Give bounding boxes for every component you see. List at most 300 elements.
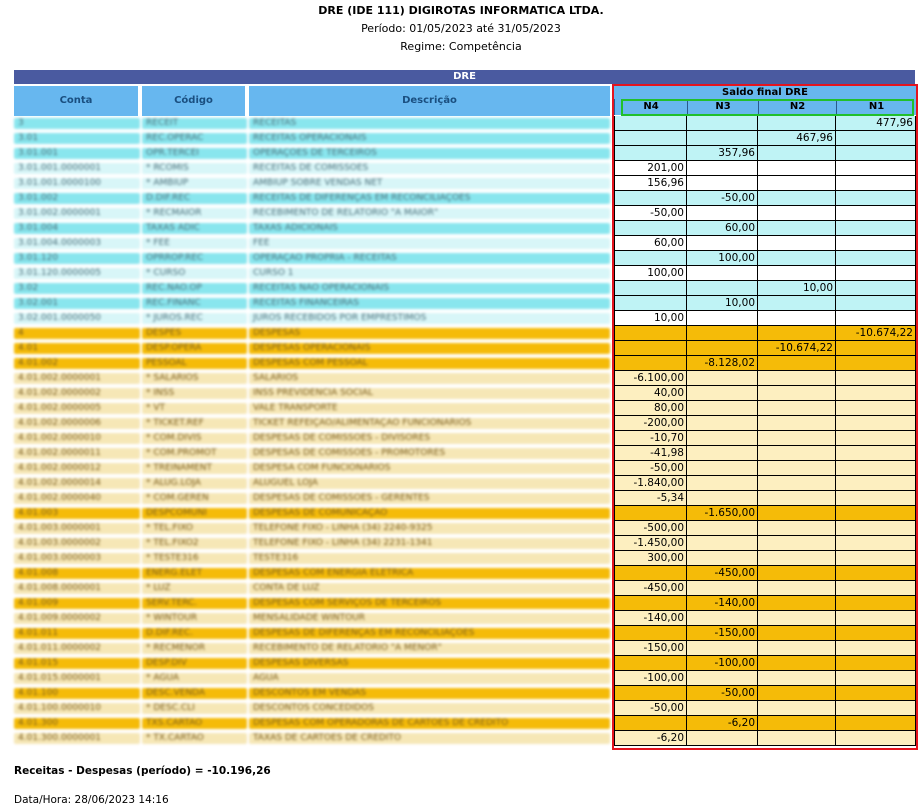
saldo-n1-cell: [836, 566, 916, 581]
saldo-row: [614, 116, 916, 131]
saldo-n4-cell: -1.450,00: [614, 536, 687, 551]
level-header-n3: N3: [687, 99, 758, 115]
saldo-n2-cell: [758, 371, 836, 386]
saldo-n1-cell: [836, 281, 916, 296]
saldo-n4-cell: -6,20: [614, 731, 687, 746]
saldo-row: [614, 386, 916, 401]
saldo-n3-cell: [687, 641, 758, 656]
conta-cell: 4.01.003.0000003: [14, 553, 140, 564]
descricao-cell: DESPESAS OPERACIONAIS: [249, 343, 610, 354]
descricao-cell: INSS PREVIDÊNCIA SOCIAL: [249, 388, 610, 399]
level-header-n2: N2: [758, 99, 836, 115]
descricao-cell: SALÁRIOS: [249, 373, 610, 384]
saldo-row: [614, 236, 916, 251]
codigo-cell: * LUZ: [142, 583, 247, 594]
table-row: [14, 731, 610, 746]
table-row: [14, 716, 610, 731]
descricao-cell: CURSO 1: [249, 268, 610, 279]
saldo-n4-cell: -100,00: [614, 671, 687, 686]
saldo-n2-cell: [758, 551, 836, 566]
codigo-cell: * DESC.CLI: [142, 703, 247, 714]
descricao-cell: DESPESAS DE COMUNICAÇÃO: [249, 508, 610, 519]
saldo-n4-cell: -6.100,00: [614, 371, 687, 386]
saldo-n2-cell: [758, 581, 836, 596]
descricao-cell: TELEFONE FIXO - LINHA (34) 2231-1341: [249, 538, 610, 549]
codigo-cell: D.DIF.REC: [142, 193, 247, 204]
codigo-cell: TAXAS ADIC: [142, 223, 247, 234]
saldo-row: [614, 371, 916, 386]
saldo-n3-cell: [687, 731, 758, 746]
descricao-cell: DESPESAS DIVERSAS: [249, 658, 610, 669]
descricao-cell: RECEBIMENTO DE RELATÓRIO "A MAIOR": [249, 208, 610, 219]
saldo-n1-cell: [836, 431, 916, 446]
table-row: [14, 431, 610, 446]
conta-cell: 4.01.003.0000001: [14, 523, 140, 534]
saldo-n3-cell: [687, 401, 758, 416]
saldo-n2-cell: 10,00: [758, 281, 836, 296]
saldo-n1-cell: [836, 731, 916, 746]
saldo-row: [614, 311, 916, 326]
saldo-n3-cell: [687, 386, 758, 401]
conta-cell: 3.01.004.0000003: [14, 238, 140, 249]
saldo-n2-cell: [758, 536, 836, 551]
descricao-cell: DESPESA COM FUNCIONÁRIOS: [249, 463, 610, 474]
saldo-n2-cell: [758, 191, 836, 206]
saldo-n3-cell: [687, 431, 758, 446]
codigo-cell: REC.OPERAC: [142, 133, 247, 144]
saldo-n3-cell: -50,00: [687, 191, 758, 206]
saldo-n1-cell: [836, 386, 916, 401]
saldo-row: [614, 176, 916, 191]
conta-cell: 4.01.100.0000010: [14, 703, 140, 714]
codigo-cell: D.DIF.REC.: [142, 628, 247, 639]
conta-cell: 4.01.002.0000005: [14, 403, 140, 414]
saldo-n4-cell: 156,96: [614, 176, 687, 191]
saldo-n3-cell: [687, 671, 758, 686]
saldo-n3-cell: [687, 236, 758, 251]
table-row: [14, 191, 610, 206]
table-row: [14, 416, 610, 431]
conta-cell: 4.01.002.0000010: [14, 433, 140, 444]
saldo-n1-cell: [836, 311, 916, 326]
saldo-n2-cell: [758, 671, 836, 686]
table-row: [14, 626, 610, 641]
saldo-n3-cell: [687, 116, 758, 131]
table-row: [14, 296, 610, 311]
saldo-row: [614, 446, 916, 461]
descricao-cell: TAXAS DE CARTÕES DE CRÉDITO: [249, 733, 610, 744]
saldo-n4-cell: [614, 566, 687, 581]
saldo-n2-cell: [758, 146, 836, 161]
saldo-row: [614, 566, 916, 581]
saldo-n2-cell: [758, 221, 836, 236]
conta-cell: 4.01.300.0000001: [14, 733, 140, 744]
codigo-cell: SERV.TERC.: [142, 598, 247, 609]
saldo-n1-cell: [836, 491, 916, 506]
descricao-cell: RECEITAS DE COMISSÕES: [249, 163, 610, 174]
descricao-cell: DESPESAS DE COMISSÕES - PROMOTORES: [249, 448, 610, 459]
saldo-n2-cell: [758, 716, 836, 731]
saldo-n2-cell: [758, 476, 836, 491]
descricao-cell: AMBIUP SOBRE VENDAS NET: [249, 178, 610, 189]
saldo-n1-cell: [836, 716, 916, 731]
conta-cell: 3.01.002: [14, 193, 140, 204]
saldo-n1-cell: [836, 266, 916, 281]
saldo-n2-cell: [758, 686, 836, 701]
saldo-row: [614, 551, 916, 566]
conta-cell: 4.01.011: [14, 628, 140, 639]
saldo-n4-cell: -5,34: [614, 491, 687, 506]
table-row: [14, 446, 610, 461]
saldo-n1-cell: [836, 131, 916, 146]
descricao-cell: TESTE316: [249, 553, 610, 564]
conta-cell: 4.01.300: [14, 718, 140, 729]
saldo-n2-cell: [758, 266, 836, 281]
saldo-row: [614, 671, 916, 686]
table-row: [14, 386, 610, 401]
saldo-row: [614, 596, 916, 611]
saldo-n3-cell: 100,00: [687, 251, 758, 266]
conta-cell: 4.01.009: [14, 598, 140, 609]
descricao-cell: TICKET REFEIÇÃO/ALIMENTAÇÃO FUNCIONÁRIOS: [249, 418, 610, 429]
descricao-cell: DESCONTOS CONCEDIDOS: [249, 703, 610, 714]
table-row: [14, 521, 610, 536]
conta-cell: 4.01.003: [14, 508, 140, 519]
saldo-n3-cell: [687, 161, 758, 176]
saldo-n3-cell: -100,00: [687, 656, 758, 671]
saldo-row: [614, 701, 916, 716]
saldo-row: [614, 536, 916, 551]
saldo-n2-cell: [758, 386, 836, 401]
report-datetime: Data/Hora: 28/06/2023 14:16: [14, 794, 169, 806]
saldo-n3-cell: [687, 131, 758, 146]
saldo-n2-cell: [758, 596, 836, 611]
descricao-cell: TAXAS ADICIONAIS: [249, 223, 610, 234]
conta-cell: 4.01.002.0000001: [14, 373, 140, 384]
saldo-n2-cell: [758, 431, 836, 446]
saldo-n1-cell: [836, 236, 916, 251]
conta-cell: 4.01: [14, 343, 140, 354]
descricao-cell: CONTA DE LUZ: [249, 583, 610, 594]
report-period: Período: 01/05/2023 até 31/05/2023: [361, 22, 561, 35]
descricao-cell: VALE TRANSPORTE: [249, 403, 610, 414]
conta-cell: 3.01.120.0000005: [14, 268, 140, 279]
table-row: [14, 266, 610, 281]
table-row: [14, 251, 610, 266]
saldo-n2-cell: [758, 521, 836, 536]
saldo-n3-cell: [687, 476, 758, 491]
saldo-n4-cell: [614, 506, 687, 521]
dre-title-bar: DRE: [14, 70, 915, 84]
codigo-cell: * WINTOUR: [142, 613, 247, 624]
codigo-cell: * COM.PROMOT: [142, 448, 247, 459]
saldo-row: [614, 266, 916, 281]
conta-cell: 4.01.002.0000002: [14, 388, 140, 399]
saldo-n4-cell: [614, 251, 687, 266]
codigo-cell: TXS.CARTAO: [142, 718, 247, 729]
codigo-cell: * FEE: [142, 238, 247, 249]
table-row: [14, 311, 610, 326]
saldo-n4-cell: [614, 131, 687, 146]
saldo-n4-cell: [614, 281, 687, 296]
table-row: [14, 161, 610, 176]
saldo-n2-cell: [758, 206, 836, 221]
codigo-cell: OPR.TERCEI: [142, 148, 247, 159]
saldo-row: [614, 506, 916, 521]
saldo-n4-cell: [614, 596, 687, 611]
saldo-row: [614, 131, 916, 146]
saldo-n1-cell: [836, 356, 916, 371]
codigo-cell: * TREINAMENT: [142, 463, 247, 474]
descricao-cell: DESPESAS COM ENERGIA ELÉTRICA: [249, 568, 610, 579]
saldo-n3-cell: [687, 266, 758, 281]
saldo-n3-cell: [687, 341, 758, 356]
descricao-cell: RECEITAS OPERACIONAIS: [249, 133, 610, 144]
saldo-n1-cell: [836, 416, 916, 431]
saldo-n4-cell: -500,00: [614, 521, 687, 536]
table-row: [14, 536, 610, 551]
saldo-n2-cell: [758, 446, 836, 461]
codigo-cell: * TESTE316: [142, 553, 247, 564]
saldo-row: [614, 161, 916, 176]
descricao-cell: JUROS RECEBIDOS POR EMPRÉSTIMOS: [249, 313, 610, 324]
saldo-n3-cell: [687, 491, 758, 506]
codigo-cell: * TEL.FIXO2: [142, 538, 247, 549]
saldo-n4-cell: -140,00: [614, 611, 687, 626]
saldo-n1-cell: [836, 581, 916, 596]
saldo-n3-cell: -8.128,02: [687, 356, 758, 371]
table-row: [14, 581, 610, 596]
saldo-row: [614, 356, 916, 371]
saldo-n1-cell: [836, 521, 916, 536]
saldo-n4-cell: -50,00: [614, 461, 687, 476]
saldo-row: [614, 341, 916, 356]
saldo-n4-cell: [614, 656, 687, 671]
saldo-n1-cell: [836, 146, 916, 161]
conta-cell: 4.01.011.0000002: [14, 643, 140, 654]
saldo-row: [614, 461, 916, 476]
codigo-cell: DESC.VENDA: [142, 688, 247, 699]
saldo-n4-cell: [614, 326, 687, 341]
codigo-cell: * AGUA: [142, 673, 247, 684]
saldo-n2-cell: -10.674,22: [758, 341, 836, 356]
saldo-row: [614, 716, 916, 731]
codigo-cell: DESP.DIV: [142, 658, 247, 669]
saldo-n2-cell: [758, 626, 836, 641]
saldo-row: [614, 146, 916, 161]
saldo-n4-cell: -1.840,00: [614, 476, 687, 491]
codigo-cell: RECEIT: [142, 118, 247, 129]
saldo-row: [614, 296, 916, 311]
saldo-n1-cell: [836, 641, 916, 656]
saldo-n1-cell: [836, 251, 916, 266]
table-row: [14, 341, 610, 356]
saldo-n2-cell: [758, 176, 836, 191]
saldo-n2-cell: [758, 116, 836, 131]
saldo-n1-cell: [836, 596, 916, 611]
conta-cell: 3.01.001: [14, 148, 140, 159]
conta-cell: 4.01.002.0000011: [14, 448, 140, 459]
codigo-cell: * COM.DIVIS: [142, 433, 247, 444]
table-row: [14, 641, 610, 656]
saldo-row: [614, 491, 916, 506]
saldo-n4-cell: [614, 716, 687, 731]
saldo-n4-cell: -50,00: [614, 701, 687, 716]
conta-cell: 4.01.003.0000002: [14, 538, 140, 549]
table-row: [14, 611, 610, 626]
descricao-cell: TELEFONE FIXO - LINHA (34) 2240-9325: [249, 523, 610, 534]
codigo-cell: ENERG.ELET: [142, 568, 247, 579]
saldo-n2-cell: [758, 656, 836, 671]
column-header-codigo: Código: [142, 86, 247, 116]
saldo-n1-cell: [836, 296, 916, 311]
level-header-n1: N1: [836, 99, 916, 115]
conta-cell: 4.01.008.0000001: [14, 583, 140, 594]
table-row: [14, 701, 610, 716]
column-header-descricao: Descrição: [249, 86, 610, 116]
descricao-cell: DESPESAS COM OPERADORAS DE CARTÕES DE CRÉDITO: [249, 718, 610, 729]
saldo-n4-cell: [614, 221, 687, 236]
saldo-n3-cell: -150,00: [687, 626, 758, 641]
descricao-cell: ÁGUA: [249, 673, 610, 684]
saldo-n3-cell: [687, 461, 758, 476]
descricao-cell: DESPESAS COM SERVIÇOS DE TERCEIROS: [249, 598, 610, 609]
table-row: [14, 566, 610, 581]
conta-cell: 4.01.002.0000040: [14, 493, 140, 504]
saldo-row: [614, 221, 916, 236]
conta-cell: 3.01.001.0000100: [14, 178, 140, 189]
saldo-n4-cell: 10,00: [614, 311, 687, 326]
descricao-cell: MENSALIDADE WINTOUR: [249, 613, 610, 624]
level-header-n4: N4: [614, 99, 687, 115]
saldo-n3-cell: -50,00: [687, 686, 758, 701]
codigo-cell: REC.FINANC: [142, 298, 247, 309]
saldo-n1-cell: [836, 461, 916, 476]
codigo-cell: * COM.GEREN: [142, 493, 247, 504]
saldo-n3-cell: [687, 581, 758, 596]
saldo-n2-cell: [758, 161, 836, 176]
codigo-cell: * SALARIOS: [142, 373, 247, 384]
saldo-n4-cell: [614, 341, 687, 356]
conta-cell: 4.01.015: [14, 658, 140, 669]
saldo-n4-cell: [614, 191, 687, 206]
saldo-n4-cell: -150,00: [614, 641, 687, 656]
descricao-cell: DESPESAS DE DIFERENÇAS EM RECONCILIAÇÕES: [249, 628, 610, 639]
conta-cell: 4.01.002.0000006: [14, 418, 140, 429]
conta-cell: 3.01.001.0000001: [14, 163, 140, 174]
conta-cell: 4.01.009.0000002: [14, 613, 140, 624]
saldo-n1-cell: [836, 506, 916, 521]
conta-cell: 4.01.002: [14, 358, 140, 369]
saldo-row: [614, 641, 916, 656]
table-row: [14, 146, 610, 161]
saldo-n1-cell: [836, 176, 916, 191]
saldo-n3-cell: 60,00: [687, 221, 758, 236]
conta-cell: 3.02.001.0000050: [14, 313, 140, 324]
saldo-n3-cell: -140,00: [687, 596, 758, 611]
codigo-cell: * VT: [142, 403, 247, 414]
table-row: [14, 356, 610, 371]
conta-cell: 3.01.120: [14, 253, 140, 264]
saldo-n1-cell: [836, 551, 916, 566]
codigo-cell: OPRROP.REC: [142, 253, 247, 264]
descricao-cell: DESPESAS DE COMISSÕES - DIVISORES: [249, 433, 610, 444]
descricao-cell: DESPESAS: [249, 328, 610, 339]
conta-cell: 3.01: [14, 133, 140, 144]
saldo-n1-cell: [836, 446, 916, 461]
saldo-n1-cell: [836, 476, 916, 491]
saldo-n4-cell: 300,00: [614, 551, 687, 566]
saldo-row: [614, 416, 916, 431]
saldo-row: [614, 251, 916, 266]
codigo-cell: PESSOAL: [142, 358, 247, 369]
saldo-n3-cell: 10,00: [687, 296, 758, 311]
saldo-n1-cell: [836, 206, 916, 221]
saldo-n4-cell: -450,00: [614, 581, 687, 596]
saldo-n4-cell: -41,98: [614, 446, 687, 461]
saldo-row: [614, 191, 916, 206]
saldo-row: [614, 626, 916, 641]
table-row: [14, 176, 610, 191]
saldo-n2-cell: [758, 401, 836, 416]
saldo-row: [614, 431, 916, 446]
saldo-n4-cell: [614, 146, 687, 161]
descricao-cell: ALUGUEL LOJA: [249, 478, 610, 489]
saldo-n1-cell: [836, 341, 916, 356]
conta-cell: 4.01.100: [14, 688, 140, 699]
saldo-n3-cell: [687, 521, 758, 536]
saldo-n3-cell: [687, 311, 758, 326]
saldo-row: [614, 206, 916, 221]
saldo-final-header: Saldo final DRE: [614, 86, 916, 99]
saldo-n1-cell: -10.674,22: [836, 326, 916, 341]
conta-cell: 3.02: [14, 283, 140, 294]
saldo-n3-cell: [687, 536, 758, 551]
codigo-cell: * ALUG.LOJA: [142, 478, 247, 489]
codigo-cell: * AMBIUP: [142, 178, 247, 189]
codigo-cell: * RECMAIOR: [142, 208, 247, 219]
table-row: [14, 236, 610, 251]
codigo-cell: * RECMENOR: [142, 643, 247, 654]
saldo-row: [614, 401, 916, 416]
table-row: [14, 461, 610, 476]
saldo-row: [614, 476, 916, 491]
conta-cell: 3.02.001: [14, 298, 140, 309]
result-summary: Receitas - Despesas (período) = -10.196,26: [14, 765, 271, 777]
table-row: [14, 371, 610, 386]
saldo-n1-cell: [836, 536, 916, 551]
saldo-n4-cell: [614, 296, 687, 311]
table-row: [14, 401, 610, 416]
saldo-n2-cell: 467,96: [758, 131, 836, 146]
descricao-cell: RECEITAS FINANCEIRAS: [249, 298, 610, 309]
codigo-cell: * TEL.FIXO: [142, 523, 247, 534]
saldo-n1-cell: [836, 221, 916, 236]
saldo-n4-cell: 80,00: [614, 401, 687, 416]
saldo-n4-cell: -10,70: [614, 431, 687, 446]
conta-cell: 3.01.002.0000001: [14, 208, 140, 219]
saldo-row: [614, 611, 916, 626]
saldo-row: [614, 326, 916, 341]
saldo-n4-cell: [614, 116, 687, 131]
table-row: [14, 206, 610, 221]
saldo-n3-cell: [687, 701, 758, 716]
descricao-cell: RECEBIMENTO DE RELATÓRIO "A MENOR": [249, 643, 610, 654]
saldo-n2-cell: [758, 356, 836, 371]
conta-cell: 4.01.008: [14, 568, 140, 579]
table-row: [14, 131, 610, 146]
conta-cell: 3.01.004: [14, 223, 140, 234]
